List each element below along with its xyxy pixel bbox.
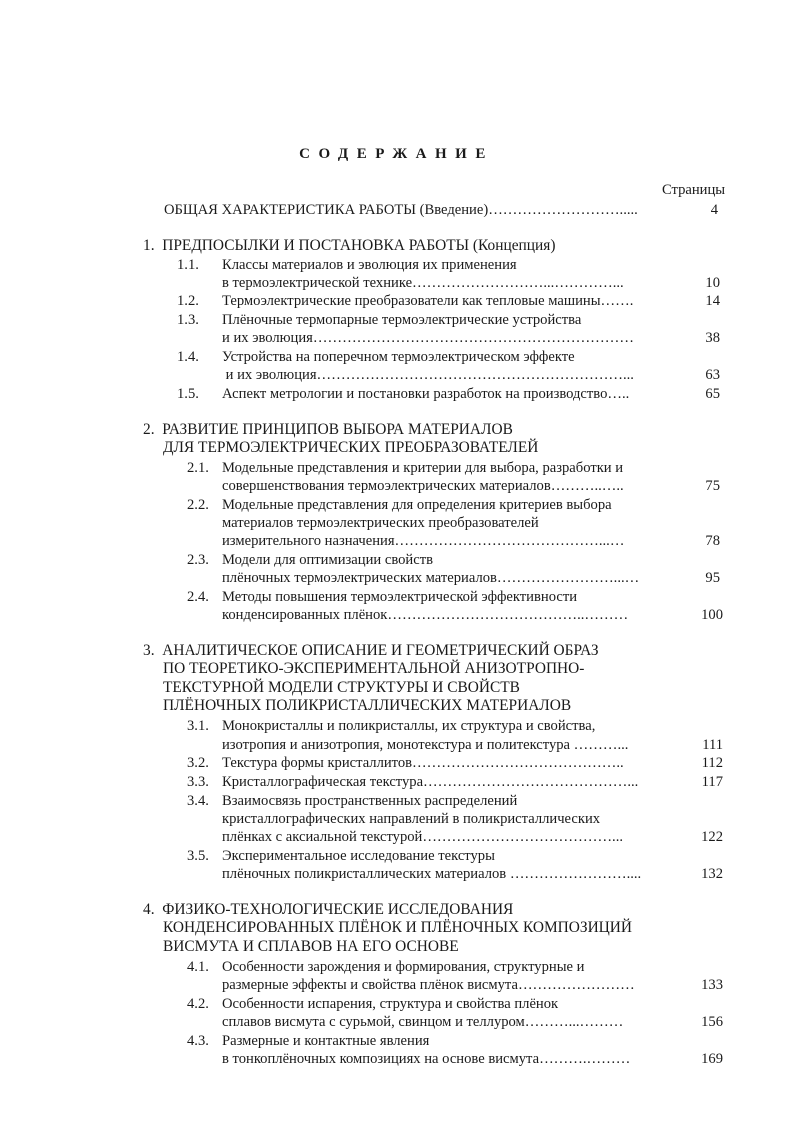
toc-item-number: 4.3. [187, 1033, 209, 1049]
toc-item-line: Кристаллографическая текстура……………………………………... [222, 774, 639, 790]
section-heading: 4. ФИЗИКО-ТЕХНОЛОГИЧЕСКИЕ ИССЛЕДОВАНИЯ [143, 901, 514, 918]
toc-item-page: 75 [705, 478, 720, 494]
toc-item-number: 3.1. [187, 718, 209, 734]
toc-item-number: 1.2. [177, 293, 199, 309]
toc-item-page: 100 [701, 607, 723, 623]
toc-item-page: 169 [701, 1051, 723, 1067]
toc-item-number: 1.4. [177, 349, 199, 365]
toc-item-number: 3.5. [187, 848, 209, 864]
toc-item-page: 38 [705, 330, 720, 346]
toc-item-line: изотропия и анизотропия, монотекстура и политекстура ………... [222, 737, 629, 753]
pages-column-header: Страницы [662, 182, 726, 198]
toc-item-line: Размерные и контактные явления [222, 1033, 430, 1049]
toc-item-line: измерительного назначения……………………………………...… [222, 533, 625, 549]
toc-item-page: 78 [705, 533, 720, 549]
toc-item-number: 2.1. [187, 460, 209, 476]
toc-item-line: плёночных поликристаллических материалов …………………….... [222, 866, 642, 882]
toc-item-page: 156 [701, 1014, 723, 1030]
toc-item-number: 2.3. [187, 552, 209, 568]
section-heading: 2. РАЗВИТИЕ ПРИНЦИПОВ ВЫБОРА МАТЕРИАЛОВ [143, 421, 513, 438]
intro-entry-text: ОБЩАЯ ХАРАКТЕРИСТИКА РАБОТЫ (Введение)………………………..... [164, 202, 638, 218]
toc-item-number: 4.2. [187, 996, 209, 1012]
toc-item-line: Модельные представления для определения критериев выбора [222, 497, 612, 513]
toc-item-line: размерные эффекты и свойства плёнок висмута…………………… [222, 977, 635, 993]
toc-item-number: 3.3. [187, 774, 209, 790]
toc-item-page: 10 [705, 275, 720, 291]
toc-item-line: Взаимосвязь пространственных распределений [222, 793, 518, 809]
toc-item-line: Термоэлектрические преобразователи как тепловые машины……. [222, 293, 634, 309]
toc-item-number: 2.2. [187, 497, 209, 513]
toc-item-page: 133 [701, 977, 723, 993]
toc-item-page: 122 [701, 829, 723, 845]
toc-item-line: Методы повышения термоэлектрической эффективности [222, 589, 578, 605]
toc-item-line: Особенности испарения, структура и свойства плёнок [222, 996, 559, 1012]
toc-item-page: 14 [705, 293, 720, 309]
toc-item-number: 3.4. [187, 793, 209, 809]
toc-item-number: 3.2. [187, 755, 209, 771]
toc-item-number: 1.1. [177, 257, 199, 273]
section-heading: ТЕКСТУРНОЙ МОДЕЛИ СТРУКТУРЫ И СВОЙСТВ [163, 679, 520, 696]
toc-item-number: 1.5. [177, 386, 199, 402]
toc-item-line: Экспериментальное исследование текстуры [222, 848, 495, 864]
toc-item-line: материалов термоэлектрических преобразователей [222, 515, 539, 531]
toc-item-line: конденсированных плёнок…………………………………..……… [222, 607, 629, 623]
toc-item-line: Монокристаллы и поликристаллы, их структура и свойства, [222, 718, 596, 734]
toc-item-line: и их эволюция………………………………………………………... [222, 367, 634, 383]
toc-item-line: сплавов висмута с сурьмой, свинцом и теллуром………...……… [222, 1014, 624, 1030]
toc-item-line: плёнках с аксиальной текстурой…………………………………... [222, 829, 624, 845]
section-heading: 1. ПРЕДПОСЫЛКИ И ПОСТАНОВКА РАБОТЫ (Концепция) [143, 237, 556, 254]
toc-item-page: 112 [701, 755, 723, 771]
toc-item-number: 4.1. [187, 959, 209, 975]
toc-item-line: Устройства на поперечном термоэлектрическом эффекте [222, 349, 575, 365]
section-heading: 3. АНАЛИТИЧЕСКОЕ ОПИСАНИЕ И ГЕОМЕТРИЧЕСКИЙ ОБРАЗ [143, 642, 599, 659]
section-heading: КОНДЕНСИРОВАННЫХ ПЛЁНОК И ПЛЁНОЧНЫХ КОМПОЗИЦИЙ [163, 919, 633, 936]
section-heading: ДЛЯ ТЕРМОЭЛЕКТРИЧЕСКИХ ПРЕОБРАЗОВАТЕЛЕЙ [163, 439, 539, 456]
toc-item-line: Классы материалов и эволюция их применения [222, 257, 517, 273]
toc-item-line: в термоэлектрической технике………………………...…………... [222, 275, 624, 291]
section-heading: ПО ТЕОРЕТИКО-ЭКСПЕРИМЕНТАЛЬНОЙ АНИЗОТРОПНО- [163, 660, 585, 677]
toc-item-line: Особенности зарождения и формирования, структурные и [222, 959, 585, 975]
toc-item-number: 2.4. [187, 589, 209, 605]
toc-item-line: Текстура формы кристаллитов…………………………………….. [222, 755, 624, 771]
toc-item-line: Плёночные термопарные термоэлектрические устройства [222, 312, 582, 328]
toc-item-line: в тонкоплёночных композициях на основе висмута……….……… [222, 1051, 631, 1067]
toc-item-line: совершенствования термоэлектрических материалов………..….. [222, 478, 624, 494]
toc-item-number: 1.3. [177, 312, 199, 328]
intro-entry-page: 4 [710, 202, 718, 218]
toc-item-line: Аспект метрологии и постановки разработок на производство….. [222, 386, 630, 402]
toc-item-line: кристаллографических направлений в поликристаллических [222, 811, 601, 827]
toc-item-line: и их эволюция………………………………………………………… [222, 330, 634, 346]
section-heading: ВИСМУТА И СПЛАВОВ НА ЕГО ОСНОВЕ [163, 938, 459, 955]
toc-item-line: Модельные представления и критерии для выбора, разработки и [222, 460, 624, 476]
toc-item-page: 95 [705, 570, 720, 586]
toc-item-line: плёночных термоэлектрических материалов……………………...… [222, 570, 640, 586]
toc-item-page: 132 [701, 866, 723, 882]
toc-item-page: 117 [701, 774, 723, 790]
toc-item-line: Модели для оптимизации свойств [222, 552, 433, 568]
toc-item-page: 111 [702, 737, 723, 753]
page-title: СОДЕРЖАНИЕ [299, 146, 494, 162]
toc-item-page: 65 [705, 386, 720, 402]
section-heading: ПЛЁНОЧНЫХ ПОЛИКРИСТАЛЛИЧЕСКИХ МАТЕРИАЛОВ [163, 697, 572, 714]
toc-item-page: 63 [705, 367, 720, 383]
